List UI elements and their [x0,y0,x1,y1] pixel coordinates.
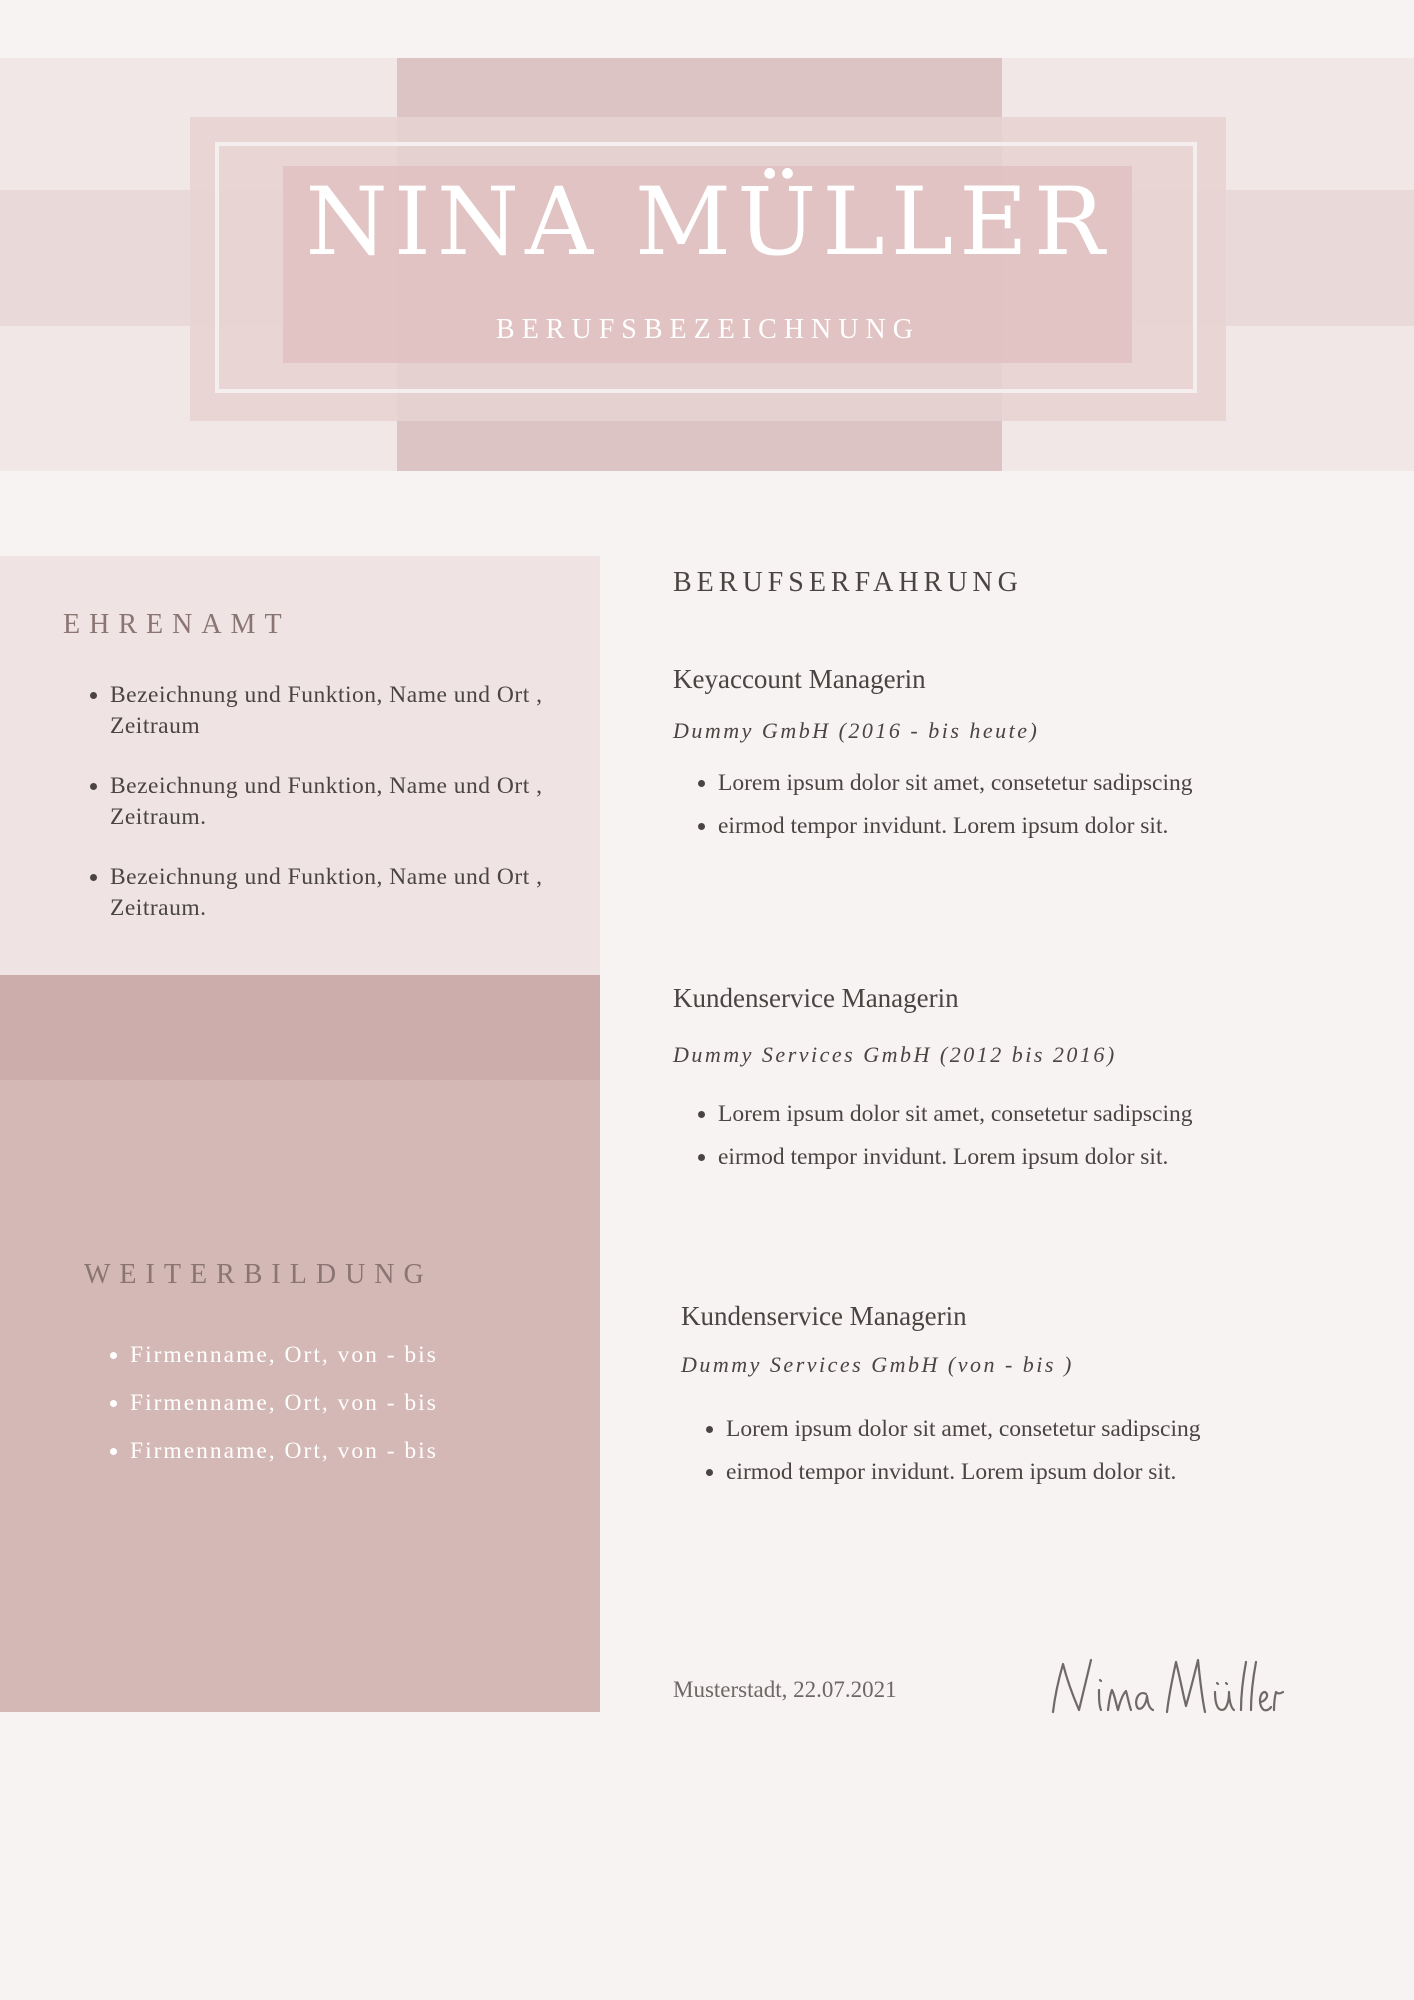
volunteer-item: • Bezeichnung und Funktion, Name und Ort , Zeitraum. [110,771,580,833]
volunteer-heading: EHRENAMT [63,609,291,640]
job-bullet: • Lorem ipsum dolor sit amet, consetetur sadipscing [718,1093,1192,1136]
volunteer-item: • Bezeichnung und Funktion, Name und Ort , Zeitraum [110,680,580,742]
job-1-company: Dummy GmbH (2016 - bis heute) [673,718,1040,743]
job-bullet: • Lorem ipsum dolor sit amet, consetetur sadipscing [718,762,1192,805]
job-2-title: Kundenservice Managerin [673,983,959,1013]
training-list [80,1331,600,1475]
job-2-bullets [672,1093,1192,1179]
job-2-company: Dummy Services GmbH (2012 bis 2016) [673,1042,1117,1067]
job-bullet: • eirmod tempor invidunt. Lorem ipsum dolor sit. [718,1136,1192,1179]
training-heading: WEITERBILDUNG [84,1259,433,1290]
job-1-bullets [672,762,1192,848]
experience-heading: BERUFSERFAHRUNG [673,567,1023,598]
job-bullet: • eirmod tempor invidunt. Lorem ipsum dolor sit. [726,1451,1200,1494]
training-item: • Firmenname, Ort, von - bis [130,1427,600,1475]
place-date: Musterstadt, 22.07.2021 [673,1677,897,1702]
job-bullet: • Lorem ipsum dolor sit amet, consetetur sadipscing [726,1408,1200,1451]
job-3-title: Kundenservice Managerin [681,1301,967,1331]
training-item: • Firmenname, Ort, von - bis [130,1331,600,1379]
volunteer-item: • Bezeichnung und Funktion, Name und Ort , Zeitraum. [110,862,580,924]
job-1-title: Keyaccount Managerin [673,664,926,694]
job-bullet: • eirmod tempor invidunt. Lorem ipsum dolor sit. [718,805,1192,848]
training-item: • Firmenname, Ort, von - bis [130,1379,600,1427]
volunteer-list [60,680,580,953]
divider-band [0,975,600,1081]
person-name: NINA MÜLLER [305,168,1111,277]
job-3-company: Dummy Services GmbH (von - bis ) [681,1352,1074,1377]
job-3-bullets [680,1408,1200,1494]
job-title: BERUFSBEZEICHNUNG [496,314,920,345]
signature [1045,1650,1285,1722]
